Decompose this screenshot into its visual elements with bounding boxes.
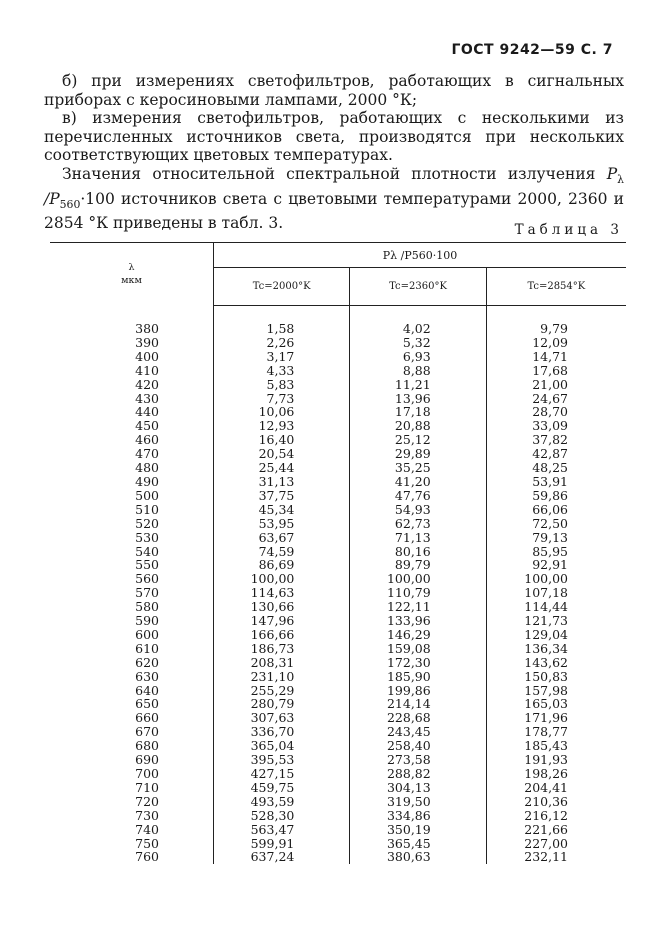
wavelength-cell: 590 <box>50 614 214 628</box>
value-cell: 216,12 <box>486 809 626 823</box>
value-cell: 334,86 <box>350 809 486 823</box>
value-cell: 304,13 <box>350 781 486 795</box>
table-row <box>50 475 626 489</box>
wavelength-cell: 440 <box>50 405 214 419</box>
value-cell: 380,63 <box>350 850 486 864</box>
table-row <box>50 642 626 656</box>
value-cell: 74,59 <box>258 543 295 559</box>
wavelength-cell: 700 <box>50 767 214 781</box>
value-cell: 54,93 <box>350 503 486 517</box>
value-cell: 17,68 <box>486 364 626 378</box>
value-cell: 28,70 <box>486 405 626 419</box>
value-cell: 62,73 <box>350 517 486 531</box>
wavelength-cell: 620 <box>50 656 214 670</box>
value-cell: 7,73 <box>266 390 295 406</box>
value-cell: 16,40 <box>258 432 295 448</box>
value-cell: 231,10 <box>250 668 295 684</box>
wavelength-cell: 670 <box>50 725 214 739</box>
value-cell: 89,79 <box>350 558 486 572</box>
value-cell: 130,66 <box>250 599 295 615</box>
value-cell: 37,82 <box>486 433 626 447</box>
column-header-2360: Tc=2360°K <box>350 268 486 306</box>
table-row <box>50 364 626 378</box>
value-cell: 273,58 <box>350 753 486 767</box>
table-row <box>50 823 626 837</box>
value-cell: 147,96 <box>250 613 295 629</box>
table-row <box>50 656 626 670</box>
value-cell: 171,96 <box>486 711 626 725</box>
table-row <box>50 684 626 698</box>
value-cell: 92,91 <box>486 558 626 572</box>
value-cell: 100,00 <box>350 572 486 586</box>
table-row <box>50 558 626 572</box>
body-text <box>44 72 624 233</box>
value-cell: 14,71 <box>486 350 626 364</box>
wavelength-cell: 450 <box>50 419 214 433</box>
values-intro: Значения относительной спектральной плотности излучения <box>62 164 596 183</box>
value-cell: 166,66 <box>250 626 295 642</box>
table-row <box>50 697 626 711</box>
value-cell: 319,50 <box>350 795 486 809</box>
value-cell: 157,98 <box>486 684 626 698</box>
wavelength-cell: 480 <box>50 461 214 475</box>
table-row <box>50 795 626 809</box>
value-cell: 637,24 <box>250 849 295 865</box>
table-row <box>50 711 626 725</box>
table-row <box>50 405 626 419</box>
value-cell: 29,89 <box>350 447 486 461</box>
value-cell: 528,30 <box>250 807 295 823</box>
value-cell: 1,58 <box>266 321 295 336</box>
formula-p560: /P <box>44 189 60 208</box>
value-cell: 427,15 <box>250 766 295 781</box>
value-cell: 8,88 <box>350 364 486 378</box>
value-cell: 5,83 <box>266 376 295 392</box>
value-cell: 178,77 <box>486 725 626 739</box>
value-cell: 21,00 <box>486 378 626 392</box>
table-caption: Таблица 3 <box>514 222 623 238</box>
wavelength-cell: 550 <box>50 558 214 572</box>
table-row <box>50 350 626 364</box>
table-row <box>50 545 626 559</box>
paragraph-b: б) при измерениях светофильтров, работающих в сигнальных приборах с керосиновыми лампами, 2000 °К; <box>44 72 624 109</box>
wavelength-cell: 740 <box>50 823 214 837</box>
column-header-2854: Tc=2854°K <box>486 268 626 306</box>
table-row <box>50 586 626 600</box>
wavelength-cell: 660 <box>50 711 214 725</box>
value-cell: 13,96 <box>350 392 486 406</box>
value-cell: 110,79 <box>350 586 486 600</box>
table-row <box>50 378 626 392</box>
spectral-table <box>50 242 626 864</box>
table-body <box>50 306 626 865</box>
wavelength-cell: 410 <box>50 364 214 378</box>
value-cell: 4,02 <box>350 322 486 336</box>
value-cell: 42,87 <box>486 447 626 461</box>
value-cell: 20,88 <box>350 419 486 433</box>
formula-p: P <box>606 164 618 183</box>
value-cell: 63,67 <box>258 529 295 545</box>
table-row <box>50 850 626 864</box>
value-cell: 72,50 <box>486 517 626 531</box>
value-cell: 221,66 <box>486 823 626 837</box>
wavelength-cell: 490 <box>50 475 214 489</box>
wavelength-cell: 690 <box>50 753 214 767</box>
table-row <box>50 628 626 642</box>
value-cell: 146,29 <box>350 628 486 642</box>
value-cell: 172,30 <box>350 656 486 670</box>
value-cell: 2,26 <box>266 334 295 350</box>
wavelength-cell: 680 <box>50 739 214 753</box>
value-cell: 159,08 <box>350 642 486 656</box>
value-cell: 280,79 <box>250 696 295 712</box>
value-cell: 186,73 <box>250 640 295 656</box>
wavelength-cell: 650 <box>50 697 214 711</box>
value-cell: 288,82 <box>350 767 486 781</box>
value-cell: 208,31 <box>250 654 295 670</box>
value-cell: 493,59 <box>250 793 295 809</box>
wavelength-cell: 750 <box>50 837 214 851</box>
value-cell: 133,96 <box>350 614 486 628</box>
table-row <box>50 336 626 350</box>
table-row <box>50 517 626 531</box>
wavelength-cell: 460 <box>50 433 214 447</box>
value-cell: 25,12 <box>350 433 486 447</box>
wavelength-cell: 530 <box>50 531 214 545</box>
wavelength-cell: 610 <box>50 642 214 656</box>
wavelength-cell: 430 <box>50 392 214 406</box>
formula-lambda: λ <box>617 173 624 187</box>
value-cell: 53,95 <box>258 515 295 531</box>
value-cell: 4,33 <box>266 362 295 378</box>
value-cell: 198,26 <box>486 767 626 781</box>
value-cell: 24,67 <box>486 392 626 406</box>
value-cell: 191,93 <box>486 753 626 767</box>
values-end: ·100 источников света с цветовыми температурами 2000, 2360 и 2854 °К приведены в табл. 3. <box>44 189 624 233</box>
value-cell: 20,54 <box>258 446 295 462</box>
value-cell: 114,44 <box>486 600 626 614</box>
paragraph-v: в) измерения светофильтров, работающих с несколькими из перечисленных источников света, производятся при нескольких соответствующих цветовых температурах. <box>44 109 624 165</box>
value-cell: 53,91 <box>486 475 626 489</box>
value-cell: 45,34 <box>258 501 295 517</box>
wavelength-cell: 390 <box>50 336 214 350</box>
table-row <box>50 739 626 753</box>
wavelength-cell: 720 <box>50 795 214 809</box>
table-row <box>50 322 626 336</box>
value-cell: 165,03 <box>486 697 626 711</box>
value-cell: 71,13 <box>350 531 486 545</box>
table-row <box>50 531 626 545</box>
wavelength-cell: 540 <box>50 545 214 559</box>
value-cell: 37,75 <box>258 487 295 503</box>
value-cell: 214,14 <box>350 697 486 711</box>
wavelength-cell: 560 <box>50 572 214 586</box>
value-cell: 86,69 <box>258 557 295 573</box>
table-row <box>50 447 626 461</box>
value-cell: 227,00 <box>486 837 626 851</box>
table-row <box>50 600 626 614</box>
value-cell: 80,16 <box>350 545 486 559</box>
table-row <box>50 572 626 586</box>
value-cell: 114,63 <box>250 585 295 601</box>
table-row <box>50 670 626 684</box>
table-row <box>50 781 626 795</box>
value-cell: 204,41 <box>486 781 626 795</box>
value-cell: 210,36 <box>486 795 626 809</box>
table-row <box>50 419 626 433</box>
value-cell: 228,68 <box>350 711 486 725</box>
group-header: Pλ /P560·100 <box>214 243 627 268</box>
value-cell: 35,25 <box>350 461 486 475</box>
value-cell: 59,86 <box>486 489 626 503</box>
table-row <box>50 753 626 767</box>
value-cell: 9,79 <box>486 322 626 336</box>
value-cell: 599,91 <box>250 835 295 851</box>
value-cell: 47,76 <box>350 489 486 503</box>
table-row <box>50 809 626 823</box>
value-cell: 459,75 <box>250 779 295 795</box>
table-row <box>50 489 626 503</box>
wavelength-cell: 500 <box>50 489 214 503</box>
value-cell: 17,18 <box>350 405 486 419</box>
table-row <box>50 433 626 447</box>
wavelength-cell: 570 <box>50 586 214 600</box>
value-cell: 66,06 <box>486 503 626 517</box>
value-cell: 185,90 <box>350 670 486 684</box>
table-row <box>50 614 626 628</box>
wavelength-cell: 580 <box>50 600 214 614</box>
page-reference: ГОСТ 9242—59 С. 7 <box>451 42 613 58</box>
value-cell: 11,21 <box>350 378 486 392</box>
wavelength-cell: 420 <box>50 378 214 392</box>
value-cell: 12,09 <box>486 336 626 350</box>
table-row <box>50 767 626 781</box>
value-cell: 33,09 <box>486 419 626 433</box>
value-cell: 79,13 <box>486 531 626 545</box>
wavelength-cell: 380 <box>50 322 214 336</box>
value-cell: 3,17 <box>266 348 295 364</box>
value-cell: 563,47 <box>250 821 295 837</box>
wavelength-cell: 510 <box>50 503 214 517</box>
value-cell: 136,34 <box>486 642 626 656</box>
table-row <box>50 837 626 851</box>
value-cell: 350,19 <box>350 823 486 837</box>
value-cell: 129,04 <box>486 628 626 642</box>
lambda-header <box>50 243 214 306</box>
wavelength-cell: 760 <box>50 850 214 864</box>
value-cell: 255,29 <box>250 682 295 698</box>
value-cell: 185,43 <box>486 739 626 753</box>
value-cell: 243,45 <box>350 725 486 739</box>
value-cell: 395,53 <box>250 752 295 768</box>
value-cell: 100,00 <box>250 571 295 587</box>
wavelength-cell: 640 <box>50 684 214 698</box>
table-row <box>50 503 626 517</box>
value-cell: 6,93 <box>350 350 486 364</box>
value-cell: 122,11 <box>350 600 486 614</box>
value-cell: 107,18 <box>486 586 626 600</box>
wavelength-cell: 630 <box>50 670 214 684</box>
value-cell: 121,73 <box>486 614 626 628</box>
wavelength-cell: 470 <box>50 447 214 461</box>
wavelength-cell: 520 <box>50 517 214 531</box>
formula-560: 560 <box>59 197 81 211</box>
value-cell: 150,83 <box>486 670 626 684</box>
value-cell: 143,62 <box>486 656 626 670</box>
wavelength-cell: 600 <box>50 628 214 642</box>
value-cell: 25,44 <box>258 460 295 476</box>
value-cell: 41,20 <box>350 475 486 489</box>
lambda-unit: мкм <box>121 275 142 286</box>
value-cell: 336,70 <box>250 724 295 740</box>
value-cell: 48,25 <box>486 461 626 475</box>
value-cell: 199,86 <box>350 684 486 698</box>
value-cell: 232,11 <box>486 850 626 864</box>
value-cell: 365,45 <box>350 837 486 851</box>
table-row <box>50 725 626 739</box>
table-row <box>50 392 626 406</box>
wavelength-cell: 400 <box>50 350 214 364</box>
value-cell: 258,40 <box>350 739 486 753</box>
wavelength-cell: 710 <box>50 781 214 795</box>
value-cell: 31,13 <box>258 473 295 489</box>
value-cell: 10,06 <box>258 404 295 420</box>
value-cell: 307,63 <box>250 710 295 726</box>
table-row <box>50 461 626 475</box>
column-header-2000: Tc=2000°K <box>214 268 350 306</box>
value-cell: 100,00 <box>486 572 626 586</box>
lambda-symbol: λ <box>128 262 135 273</box>
value-cell: 5,32 <box>350 336 486 350</box>
value-cell: 365,04 <box>250 738 295 754</box>
wavelength-cell: 730 <box>50 809 214 823</box>
value-cell: 12,93 <box>258 418 295 434</box>
value-cell: 85,95 <box>486 545 626 559</box>
